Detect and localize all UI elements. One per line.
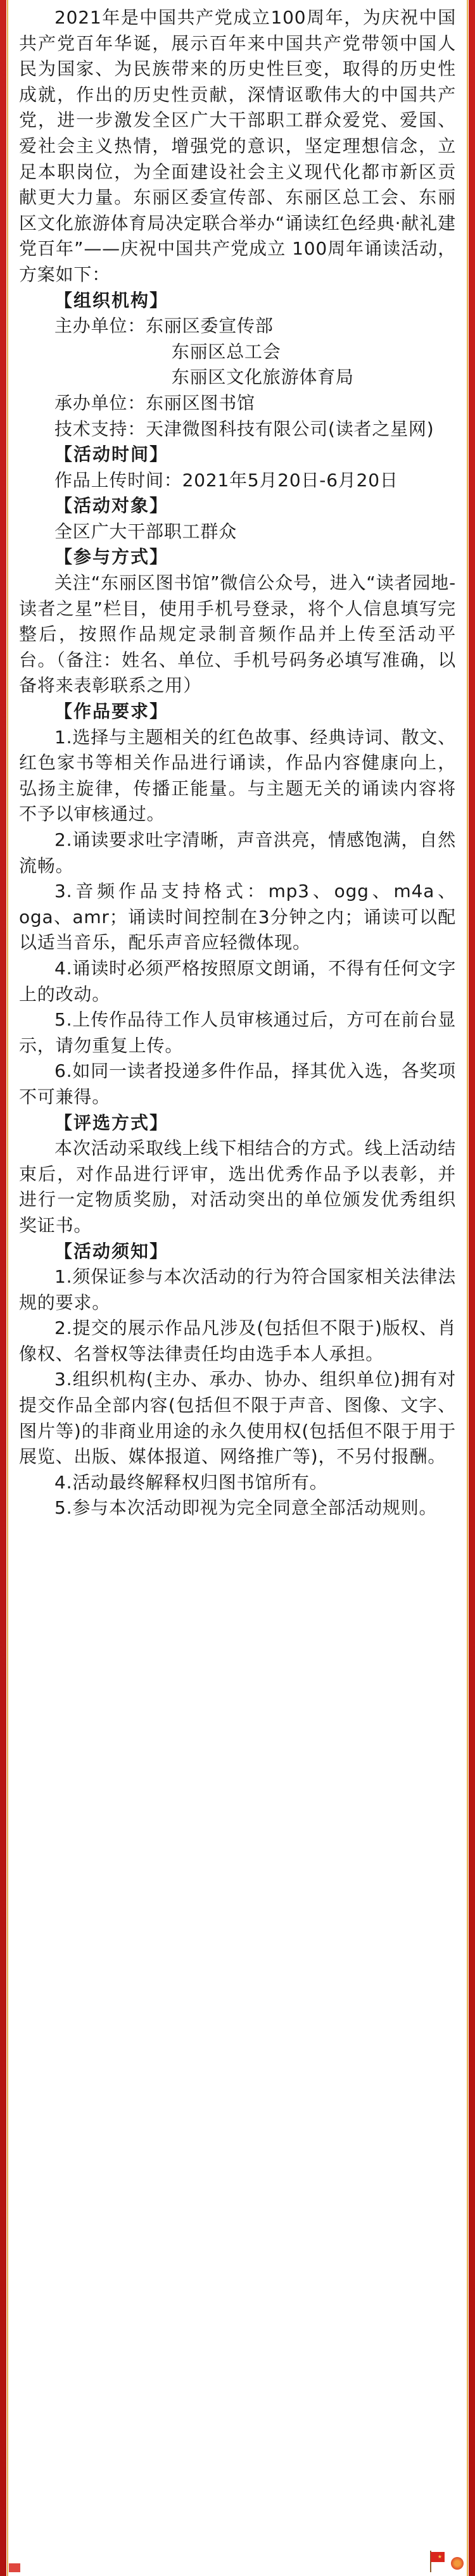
requirement-item: 1.选择与主题相关的红色故事、经典诗词、散文、红色家书等相关作品进行诵读，作品内容健康向上，弘扬主旋律，传播正能量。与主题无关的诵读内容将不予以审核通过。 xyxy=(19,726,456,825)
notice-item: 5.参与本次活动即视为完全同意全部活动规则。 xyxy=(54,1497,438,1519)
requirement-item: 5.上传作品待工作人员审核通过后，方可在前台显示，请勿重复上传。 xyxy=(19,1009,456,1056)
upload-time: 作品上传时间：2021年5月20日-6月20日 xyxy=(54,469,398,491)
host-line-1 xyxy=(19,313,456,339)
section-title-method: 【参与方式】 xyxy=(54,546,169,568)
method-text: 关注“东丽区图书馆”微信公众号，进入“读者园地-读者之星”栏目，使用手机号登录，将个人信息填写完整后，按照作品规定录制音频作品并上传至活动平台。（备注：姓名、单位、手机号码务必填写准确，以备将来表彰联系之用） xyxy=(19,572,456,696)
section-title-organization: 【组织机构】 xyxy=(54,289,169,311)
undertake-unit: 承办单位：东丽区图书馆 xyxy=(54,392,255,413)
selection-text: 本次活动采取线上线下相结合的方式。线上活动结束后，对作品进行评审，选出优秀作品予以表彰，并进行一定物质奖励，对活动突出的单位颁发优秀组织奖证书。 xyxy=(19,1138,456,1236)
notice-item: 1.须保证参与本次活动的行为符合国家相关法律法规的要求。 xyxy=(19,1266,456,1313)
flower-decoration-icon xyxy=(451,2557,464,2570)
notice-item: 2.提交的展示作品凡涉及(包括但不限于)版权、肖像权、名誉权等法律责任均由选手本人承担。 xyxy=(19,1317,456,1364)
red-border-right xyxy=(469,0,475,2576)
flag-decoration-left-icon xyxy=(9,2563,20,2572)
article-body xyxy=(19,5,456,1521)
star-icon: ★ xyxy=(437,2554,442,2560)
intro-paragraph: 2021年是中国共产党成立100周年，为庆祝中国共产党百年华诞，展示百年来中国共产党带领中国人民为国家、为民族带来的历史性巨变，取得的历史性成就，作出的历史性贡献，深情讴歌伟大的中国共产党，进一步激发全区广大干部职工群众爱党、爱国、爱社会主义热情，增强党的意识，坚定理想信念，立足本职岗位，为全面建设社会主义现代化都市新区贡献更大力量。东丽区委宣传部、东丽区总工会、东丽区文化旅游体育局决定联合举办“诵读红色经典·献礼建党百年”——庆祝中国共产党成立 100周年诵读活动，方案如下： xyxy=(19,7,456,285)
section-title-selection: 【评选方式】 xyxy=(54,1112,169,1133)
requirement-item: 2.诵读要求吐字清晰，声音洪亮，情感饱满，自然流畅。 xyxy=(19,829,456,876)
notice-item: 3.组织机构(主办、承办、协办、组织单位)拥有对提交作品全部内容(包括但不限于声音、图像、文字、图片等)的非商业用途的永久使用权(包括但不限于用于展览、出版、媒体报道、网络推广等)，不另付报酬。 xyxy=(19,1369,456,1467)
requirement-item: 6.如同一读者投递多件作品，择其优入选，各奖项不可兼得。 xyxy=(19,1060,456,1107)
tech-support: 技术支持：天津微图科技有限公司(读者之星网) xyxy=(54,418,434,439)
requirement-item: 3.音频作品支持格式：mp3、ogg、m4a、oga、amr；诵读时间控制在3分钟之内；诵读可以配以适当音乐，配乐声音应轻微体现。 xyxy=(19,881,456,953)
section-title-notice: 【活动须知】 xyxy=(54,1240,169,1262)
host-unit-3-text: 东丽区文化旅游体育局 xyxy=(171,367,354,388)
host-label: 主办单位： xyxy=(54,315,146,337)
notice-item: 4.活动最终解释权归图书馆所有。 xyxy=(54,1471,328,1493)
section-title-time: 【活动时间】 xyxy=(54,444,169,465)
section-title-target: 【活动对象】 xyxy=(54,495,169,517)
target-text: 全区广大干部职工群众 xyxy=(54,520,238,542)
host-unit-1: 东丽区委宣传部 xyxy=(146,315,274,337)
host-unit-3 xyxy=(19,365,456,391)
red-border-left xyxy=(0,0,6,2576)
section-title-requirements: 【作品要求】 xyxy=(54,701,169,722)
requirement-item: 4.诵读时必须严格按照原文朗诵，不得有任何文字上的改动。 xyxy=(19,957,456,1005)
host-unit-2: 东丽区总工会 xyxy=(171,341,281,362)
